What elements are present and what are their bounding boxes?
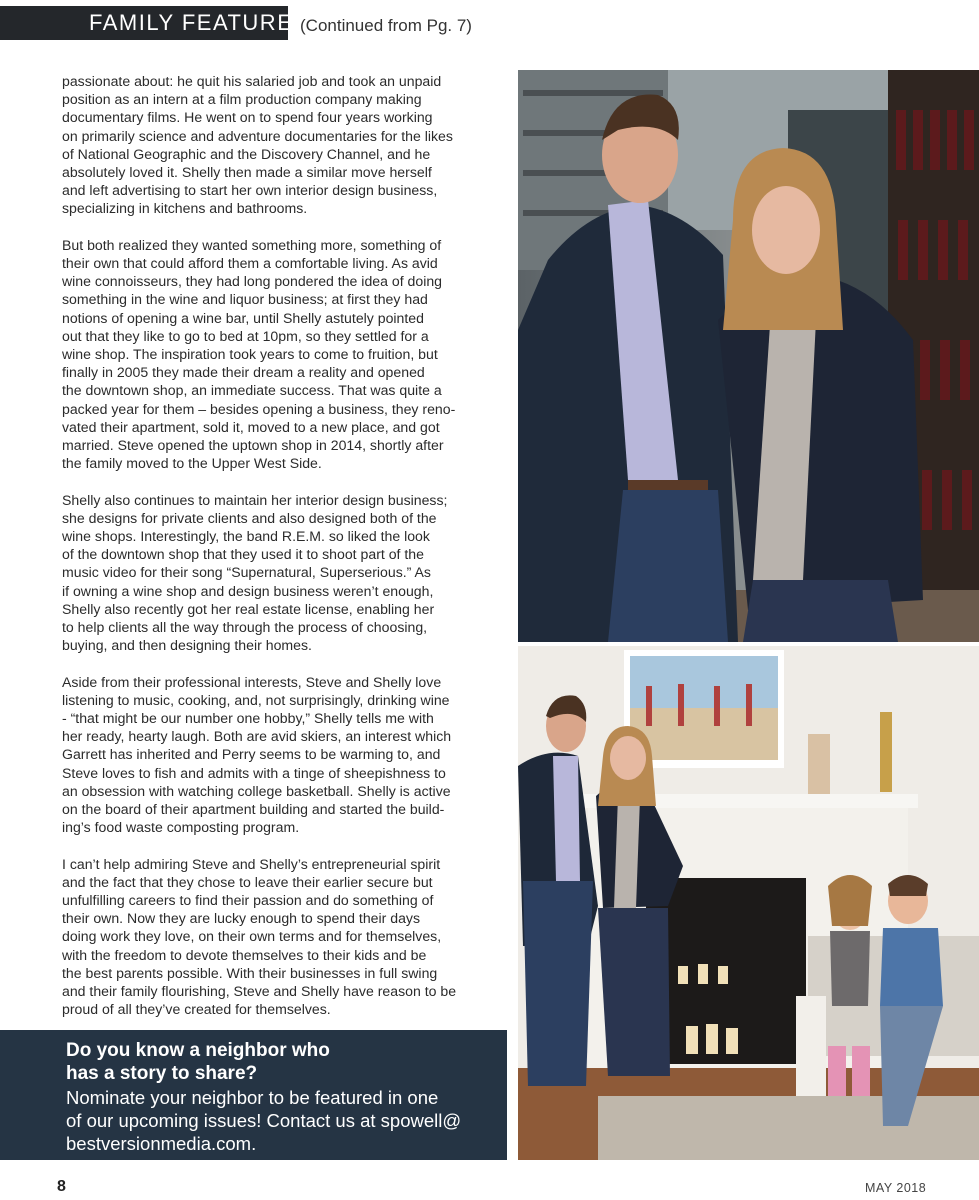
article-paragraph: passionate about: he quit his salaried job and took an unpaid position as an intern at a film production company making documentary films. He went on to spend four years working on primarily science and adventure documentaries for the likes of National Geographic and the Discovery Channel, and he absolutely loved it. Shelly then made a similar move herself and left advertising to start her own interior design business, specializing in kitchens and bathrooms. [62, 73, 453, 217]
article-paragraph: I can’t help admiring Steve and Shelly’s entrepreneurial spirit and the fact that they chose to leave their earlier secure but unfulfilling careers to find their passion and do something of their own. Now they are lucky enough to spend their days doing work they love, on their own terms and for themselves, with the freedom to devote themselves to their kids and be the best parents possible. With their businesses in full swing and their family flourishing, Steve and Shelly have reason to be proud of all they’ve created for themselves. [62, 855, 457, 1018]
family-fireplace-photo [518, 646, 979, 1160]
article-paragraph: Aside from their professional interests, Steve and Shelly love listening to music, cooking, and, not surprisingly, drinking wine - “that might be our number one hobby,” Shelly tells me with her ready, hearty laugh. Both are avid skiers, an interest which Garrett has inherited and Perry seems to be warming to, and Steve loves to fish and admits with a tinge of sheepishness to an obsession with watching college basketball. Shelly is active on the board of their apartment building and started the build- ing’s food waste composting program. [62, 673, 452, 836]
issue-date: MAY 2018 [865, 1181, 927, 1195]
continued-from-note: (Continued from Pg. 7) [300, 16, 472, 35]
page-number: 8 [57, 1178, 66, 1195]
article-paragraph: Shelly also continues to maintain her interior design business; she designs for private clients and also designed both of the wine shops. Interestingly, the band R.E.M. so liked the look of the downtown shop that they used it to shoot part of the music video for their song “Supernatural, Superserious.” As if owning a wine shop and design business weren’t enough, Shelly also recently got her real estate license, enabling her to help clients all the way through the process of choosing, buying, and then designing their homes. [62, 491, 448, 654]
article-paragraph: But both realized they wanted something more, something of their own that could afford them a comfortable living. As avid wine connoisseurs, they had long pondered the idea of doing something in the wine and liquor business; at first they had notions of opening a wine bar, until Shelly astutely pointed out that they like to go to bed at 10pm, so they settled for a wine shop. The inspiration took years to come to fruition, but finally in 2005 they made their dream a reality and opened the downtown shop, an immediate success. That was quite a packed year for them – besides opening a business, they reno- vated their apartment, sold it, moved to a new place, and got married. Steve opened the uptown shop in 2014, shortly after the family moved to the Upper West Side. [62, 236, 456, 472]
nominate-neighbor-box [0, 1030, 507, 1160]
cta-body: Nominate your neighbor to be featured in one of our upcoming issues! Contact us at spowell@ bestversionmedia.com. [66, 1087, 462, 1154]
cta-title: Do you know a neighbor who has a story to share? [66, 1040, 330, 1084]
section-label: FAMILY FEATURE [0, 6, 288, 40]
article-body [62, 72, 502, 1037]
couple-wine-shop-photo [518, 70, 979, 642]
